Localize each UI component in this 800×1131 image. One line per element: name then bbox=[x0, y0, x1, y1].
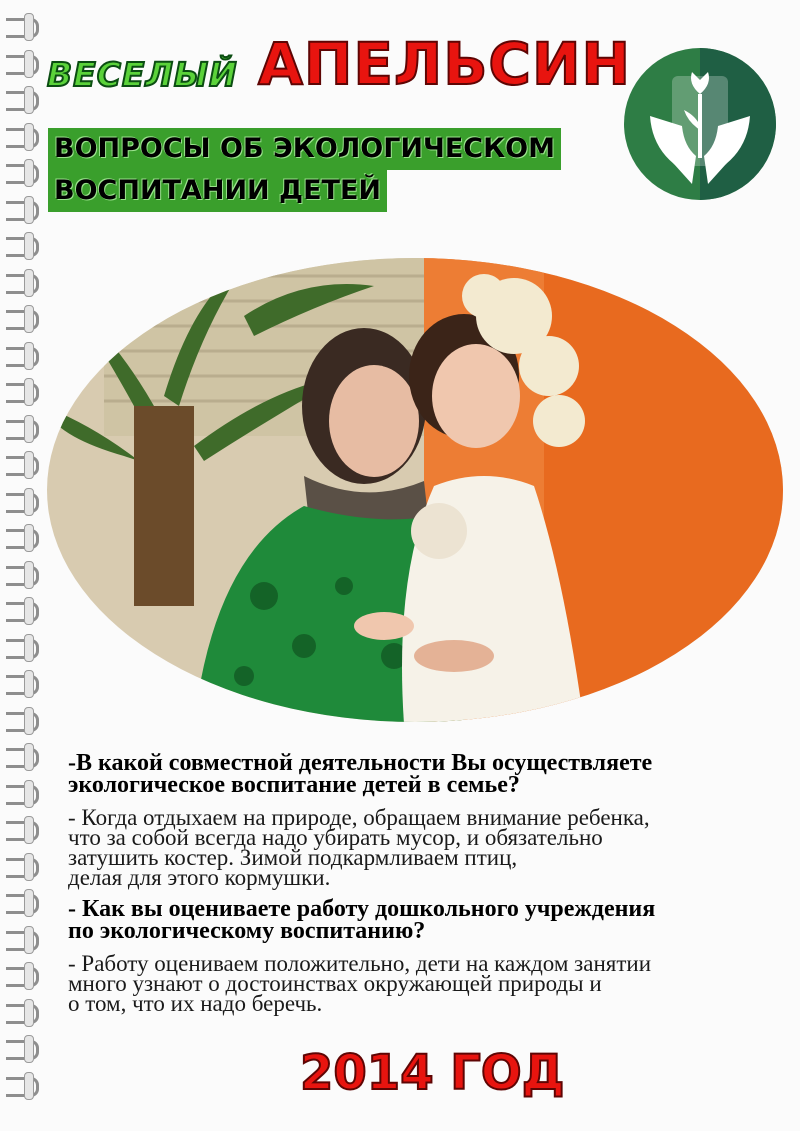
binding-ring bbox=[6, 91, 39, 111]
binding-ring bbox=[6, 274, 39, 294]
binding-ring bbox=[6, 493, 39, 513]
binding-ring bbox=[6, 201, 39, 221]
binding-ring bbox=[6, 967, 39, 987]
binding-ring bbox=[6, 420, 39, 440]
binding-ring bbox=[6, 639, 39, 659]
page-headline bbox=[48, 128, 561, 212]
binding-ring bbox=[6, 310, 39, 330]
brand-title-small: ВЕСЕЛЫЙ bbox=[47, 55, 238, 94]
binding-ring bbox=[6, 383, 39, 403]
binding-ring bbox=[6, 237, 39, 257]
binding-ring bbox=[6, 712, 39, 732]
binding-ring bbox=[6, 1004, 39, 1024]
binding-ring bbox=[6, 1040, 39, 1060]
answer-2-line-3: о том, что их надо беречь. bbox=[68, 991, 323, 1016]
headline-line-2: ВОСПИТАНИИ ДЕТЕЙ bbox=[48, 170, 387, 212]
binding-ring bbox=[6, 18, 39, 38]
mother-daughter-photo bbox=[44, 256, 786, 724]
binding-ring bbox=[6, 785, 39, 805]
answer-1-line-4: делая для этого кормушки. bbox=[68, 865, 331, 890]
binding-ring bbox=[6, 55, 39, 75]
qa-block-2 bbox=[68, 898, 788, 1014]
brand-title-big: АПЕЛЬСИН bbox=[258, 30, 632, 98]
binding-ring bbox=[6, 894, 39, 914]
binding-ring bbox=[6, 529, 39, 549]
question-2-line-2: по экологическому воспитанию? bbox=[68, 918, 426, 944]
binding-ring bbox=[6, 164, 39, 184]
answer-2-line-2: много узнают о достоинствах окружающей природы и bbox=[68, 971, 602, 996]
binding-ring bbox=[6, 602, 39, 622]
binding-ring bbox=[6, 1077, 39, 1097]
answer-1-line-1: - Когда отдыхаем на природе, обращаем внимание ребенка, bbox=[68, 805, 650, 830]
binding-ring bbox=[6, 821, 39, 841]
question-1-line-2: экологическое воспитание детей в семье? bbox=[68, 772, 520, 798]
answer-1-line-2: что за собой всегда надо убирать мусор, и обязательно bbox=[68, 825, 603, 850]
binding-ring bbox=[6, 931, 39, 951]
answer-2-line-1: - Работу оцениваем положительно, дети на каждом занятии bbox=[68, 951, 651, 976]
spiral-binding bbox=[0, 0, 44, 1131]
binding-ring bbox=[6, 858, 39, 878]
binding-ring bbox=[6, 748, 39, 768]
binding-ring bbox=[6, 347, 39, 367]
binding-ring bbox=[6, 566, 39, 586]
hands-holding-tulip-icon bbox=[622, 46, 778, 202]
year-label: 2014 ГОД bbox=[300, 1045, 565, 1101]
binding-ring bbox=[6, 128, 39, 148]
headline-line-1: ВОПРОСЫ ОБ ЭКОЛОГИЧЕСКОМ bbox=[48, 128, 561, 170]
answer-1-line-3: затушить костер. Зимой подкармливаем птиц, bbox=[68, 845, 518, 870]
binding-ring bbox=[6, 456, 39, 476]
question-1-line-1: -В какой совместной деятельности Вы осуществляете bbox=[68, 750, 653, 776]
question-2-line-1: - Как вы оцениваете работу дошкольного учреждения bbox=[68, 896, 656, 922]
binding-ring bbox=[6, 675, 39, 695]
qa-block-1 bbox=[68, 752, 788, 888]
